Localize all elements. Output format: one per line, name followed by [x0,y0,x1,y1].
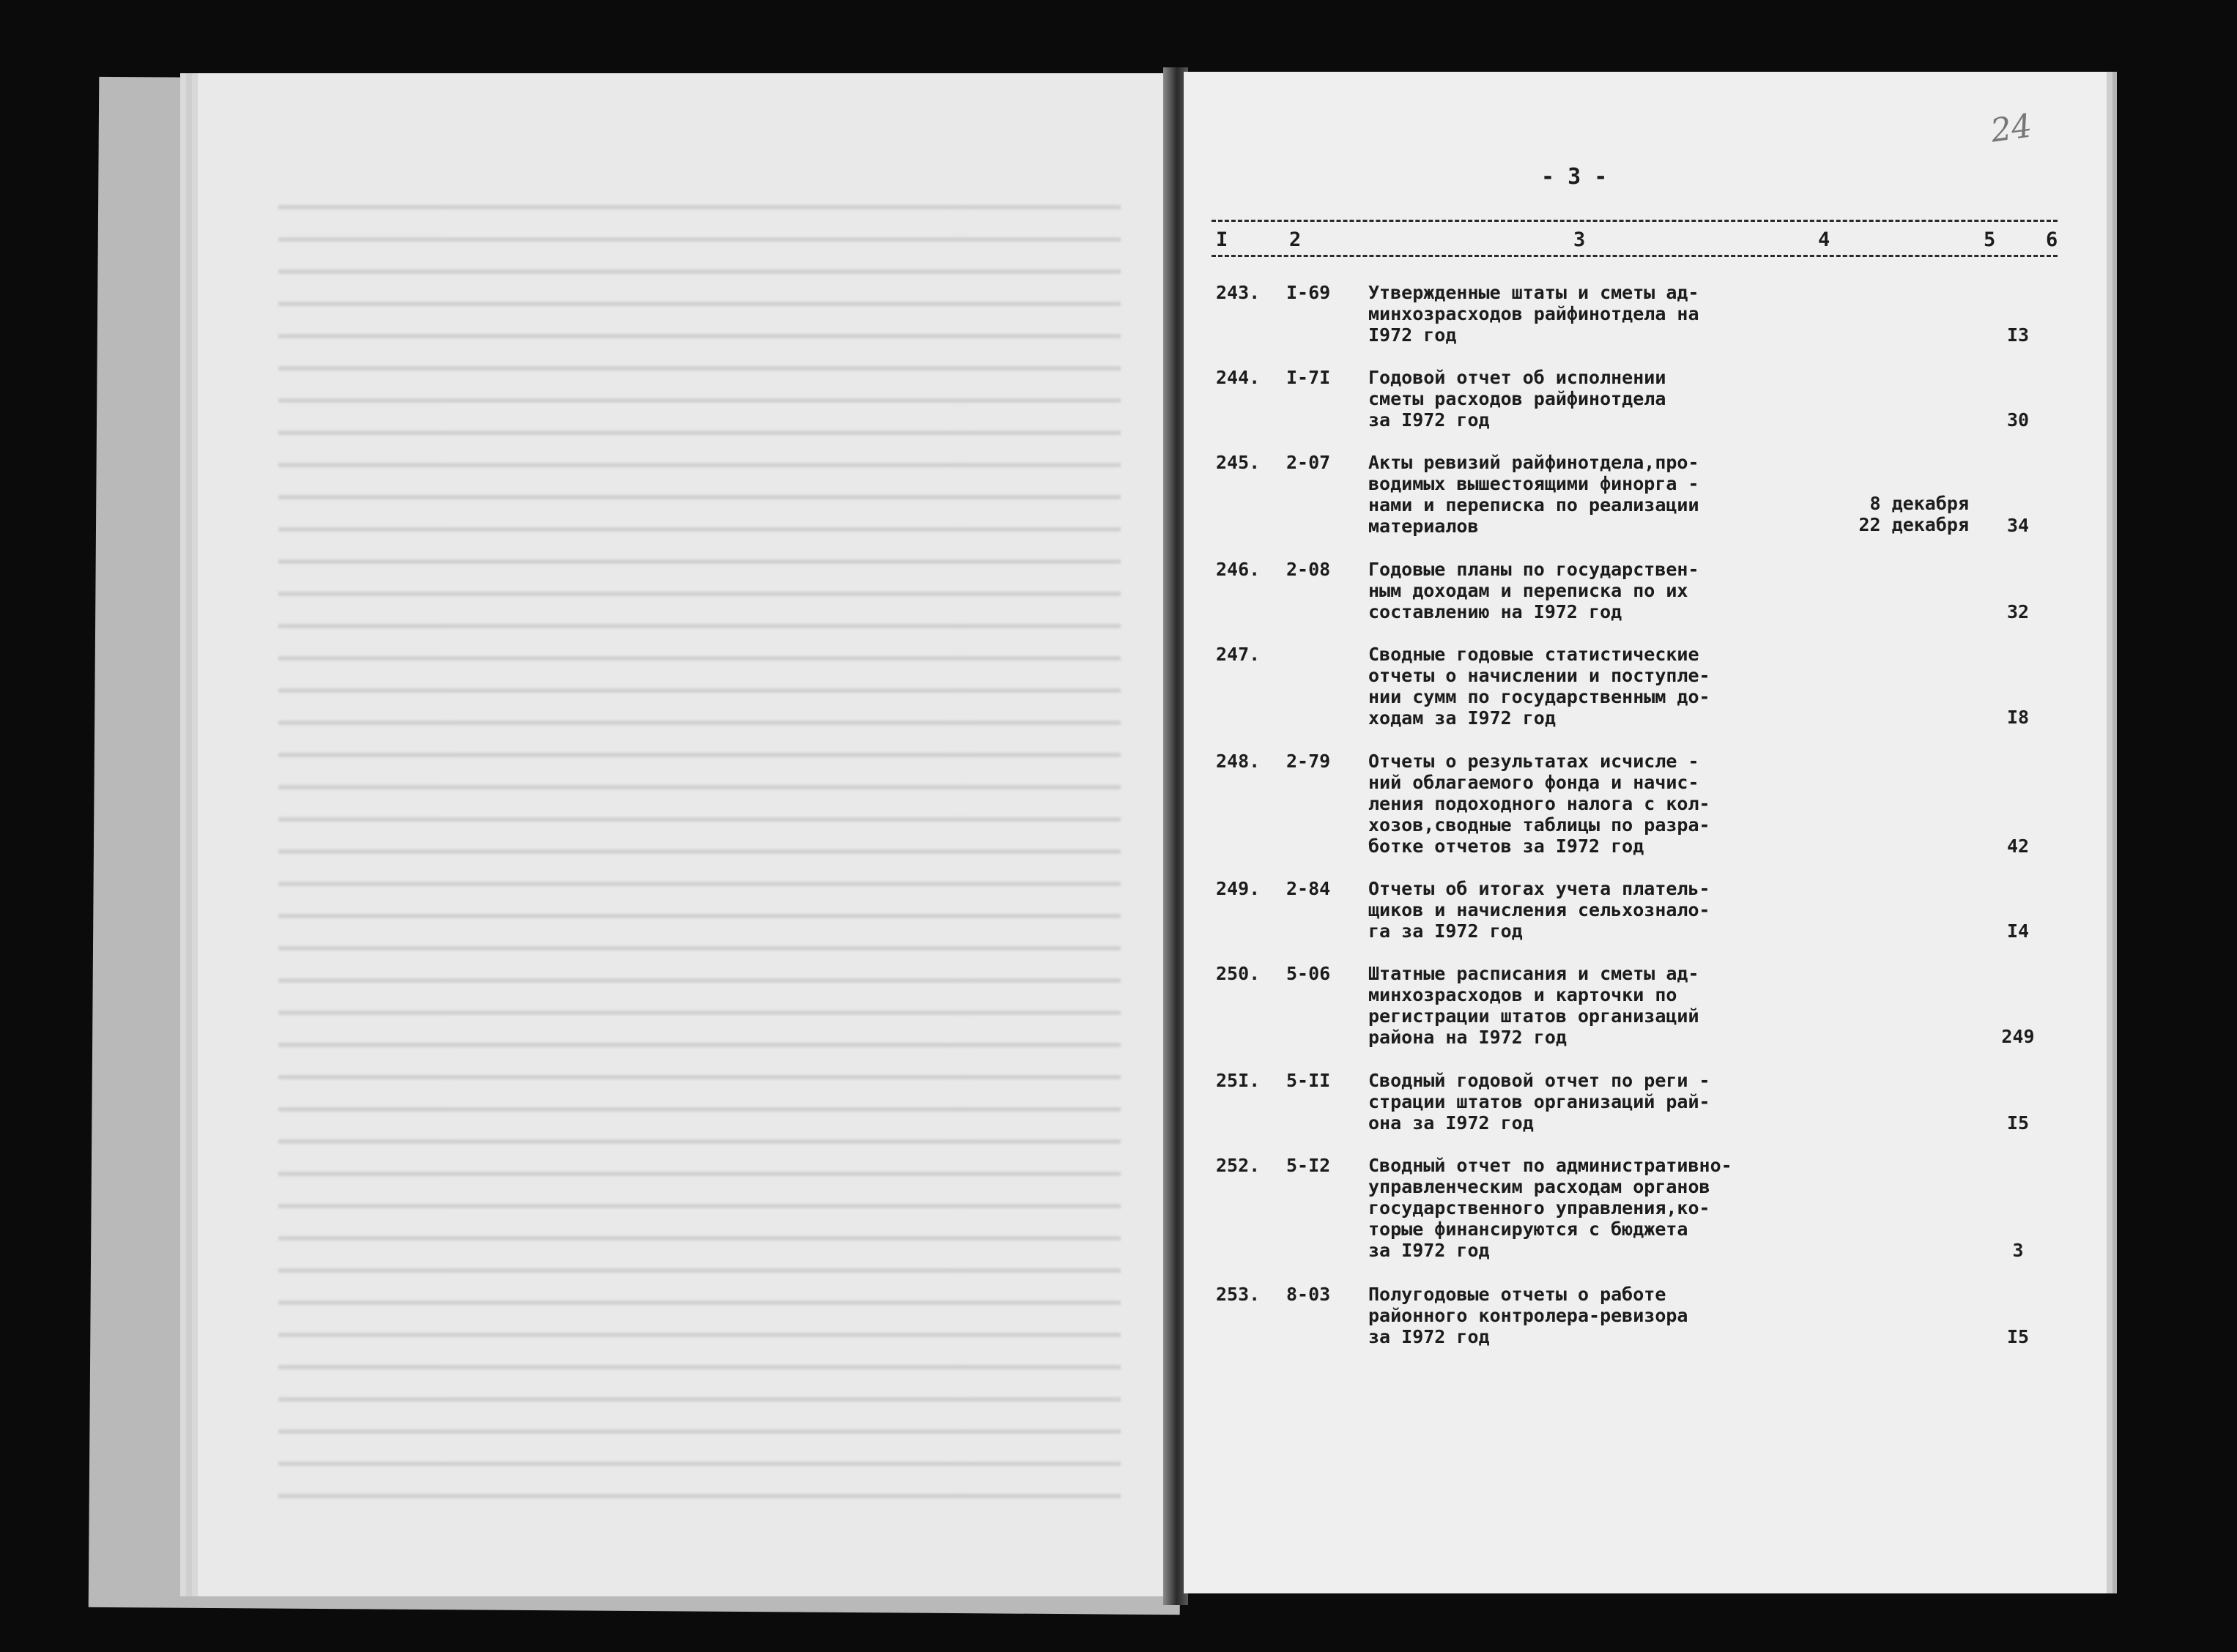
entry-index: 8-03 [1286,1284,1331,1305]
entry-title: Штатные расписания и сметы ад- минхозрасходов и карточки по регистрации штатов организаций района на I972 год [1368,963,1699,1048]
entry-sheet-count: 3 [2012,1240,2024,1261]
entry-number: 246. [1216,559,1261,580]
entry-number: 243. [1216,282,1261,303]
entry-index: 5-06 [1286,963,1331,984]
entry-title: Сводные годовые статистические отчеты о начислении и поступле- нии сумм по государственным до- ходам за I972 год [1368,644,1710,729]
entry-sheet-count: I4 [2006,920,2030,942]
entry-sheet-count: 32 [2006,601,2030,622]
table-rule-bottom [1212,255,2058,257]
column-header-2: 2 [1289,228,1302,251]
entry-sheet-count: I8 [2006,707,2030,728]
entry-index: I-7I [1286,367,1331,388]
entry-number: 245. [1216,452,1261,473]
entry-title: Годовой отчет об исполнении сметы расходов райфинотдела за I972 год [1368,367,1666,431]
entry-title: Сводный годовой отчет по реги - страции штатов организаций рай- она за I972 год [1368,1070,1710,1134]
entry-sheet-count: I3 [2006,324,2030,346]
entry-index: 2-07 [1286,452,1331,473]
inventory-table [1209,282,2088,1380]
entry-number: 244. [1216,367,1261,388]
entry-sheet-count: 249 [2001,1026,2035,1047]
entry-title: Сводный отчет по административно- управленческим расходам органов государственного управления,ко- торые финансируются с бюджета за I972 год [1368,1155,1732,1261]
entry-sheet-count: I5 [2006,1326,2030,1347]
entry-index: 5-I2 [1286,1155,1331,1176]
entry-title: Полугодовые отчеты о работе районного контролера-ревизора за I972 год [1368,1284,1688,1347]
entry-title: Отчеты о результатах исчисле - ний облагаемого фонда и начис- ления подоходного налога с кол- хозов,сводные таблицы по разра- ботке отчетов за I972 год [1368,751,1710,857]
entry-number: 250. [1216,963,1261,984]
archive-sheet-number: 24 [1988,107,2035,150]
entry-title: Акты ревизий райфинотдела,про- водимых вышестоящими финорга - нами и переписка по реализации материалов [1368,452,1699,537]
entry-index: I-69 [1286,282,1331,303]
entry-index: 2-84 [1286,878,1331,899]
entry-number: 248. [1216,751,1261,772]
entry-number: 253. [1216,1284,1261,1305]
entry-number: 249. [1216,878,1261,899]
page-number: - 3 - [1541,164,1608,190]
entry-number: 25I. [1216,1070,1261,1091]
entry-title: Утвержденные штаты и сметы ад- минхозрасходов райфинотдела на I972 год [1368,282,1699,346]
entry-number: 252. [1216,1155,1261,1176]
entry-sheet-count: 34 [2006,515,2030,536]
entry-index: 2-79 [1286,751,1331,772]
table-rule-top [1212,220,2058,222]
entry-title: Отчеты об итогах учета платель- щиков и начисления сельхознало- га за I972 год [1368,878,1710,942]
column-header-3: 3 [1573,228,1586,251]
entry-index: 5-II [1286,1070,1331,1091]
entry-sheet-count: I5 [2006,1112,2030,1134]
entry-index: 2-08 [1286,559,1331,580]
entry-sheet-count: 30 [2006,409,2030,431]
column-header-6: 6 [2046,228,2058,251]
entry-number: 247. [1216,644,1261,665]
bleed-through-text [278,190,1121,1508]
entry-title: Годовые планы по государствен- ным доходам и переписка по их составлению на I972 год [1368,559,1699,622]
column-header-1: I [1216,228,1228,251]
entry-sheet-count: 42 [2006,836,2030,857]
column-header-4: 4 [1818,228,1830,251]
column-header-5: 5 [1984,228,1996,251]
entry-dates: 8 декабря 22 декабря [1858,493,1969,535]
